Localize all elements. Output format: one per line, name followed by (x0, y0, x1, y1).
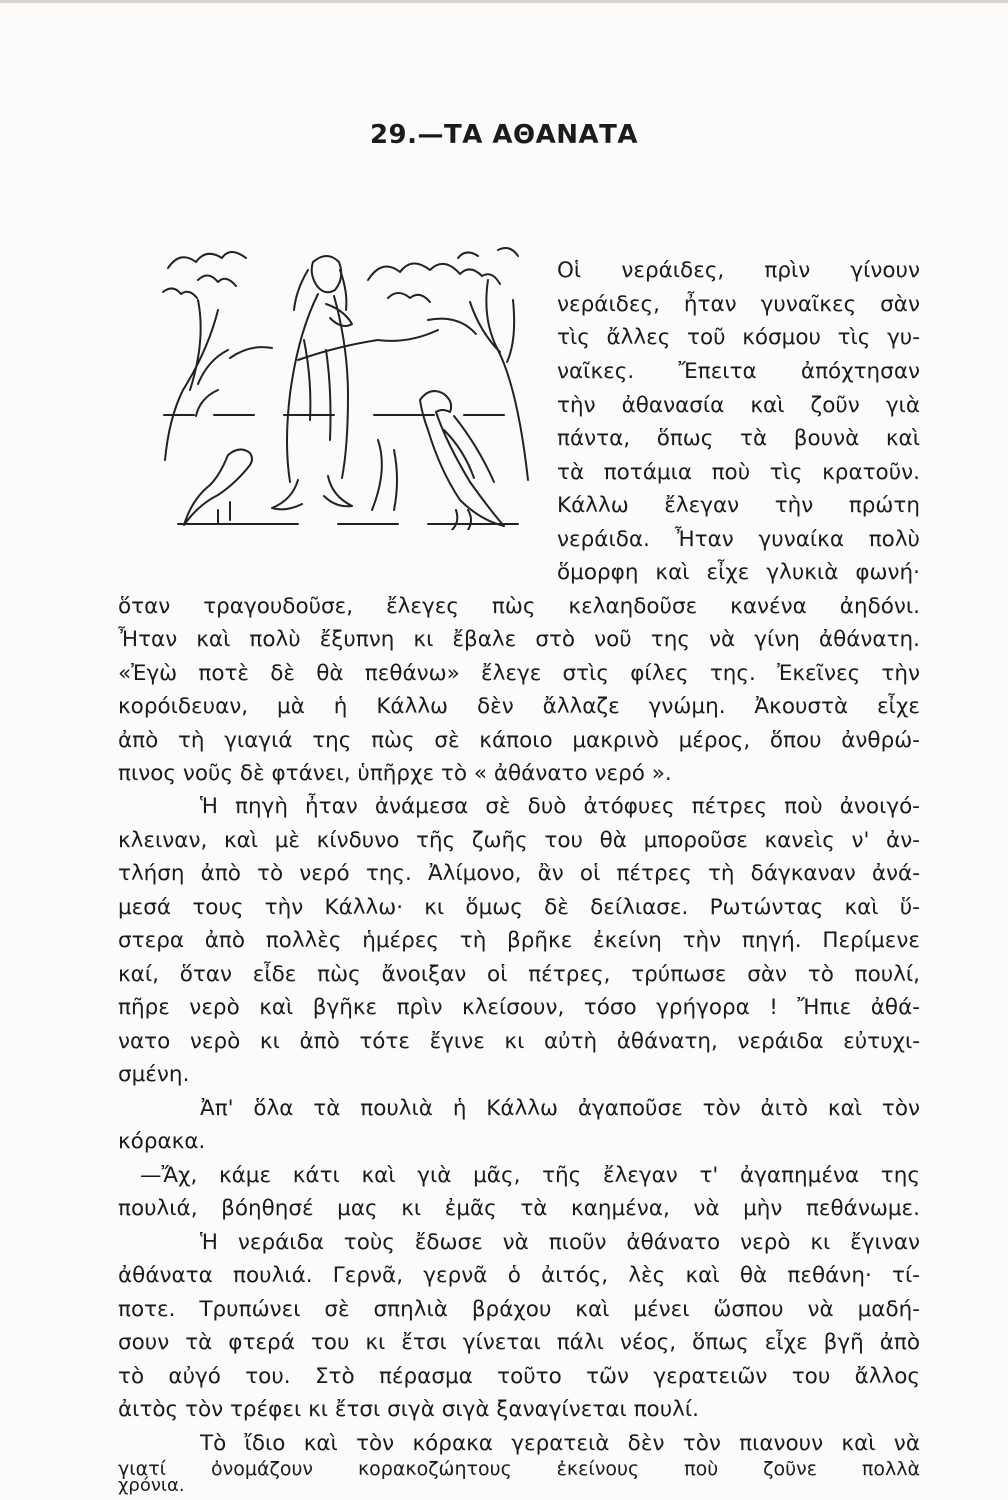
text-line: τὴν ἀθανασία καὶ ζοῦν γιὰ (557, 393, 920, 418)
text-line: τὶς ἄλλες τοῦ κόσμου τὶς γυ- (557, 325, 920, 350)
text-line: σουν τὰ φτερά του κι ἔτσι γίνεται πάλι νέος, ὅπως εἶχε βγῆ ἀπὸ (118, 1330, 920, 1355)
text-line: χρόνια. (118, 1475, 185, 1496)
paragraph-first-line: Ἡ πηγὴ ἦταν ἀνάμεσα σὲ δυὸ ἀτόφυες πέτρες ποὺ ἀνοιγό- (200, 794, 920, 819)
text-line: κόρακα. (118, 1129, 206, 1154)
dialogue-line: —Ἄχ, κάμε κάτι καὶ γιὰ μᾶς, τῆς ἔλεγαν τ' ἀγαπημένα της (140, 1163, 920, 1188)
text-line: νεράιδες, ἦταν γυναῖκες σὰν (557, 292, 920, 317)
text-line: Κάλλω ἔλεγαν τὴν πρώτη (557, 493, 920, 518)
text-line: πινος νοῦς δὲ φτάνει, ὑπῆρχε τὸ « ἀθάνατο νερό ». (118, 761, 672, 786)
text-line: Ἦταν καὶ πολὺ ἔξυπνη κι ἔβαλε στὸ νοῦ της νὰ γίνη ἀθάνατη. (118, 627, 920, 652)
text-line: ἀθάνατα πουλιά. Γερνᾶ, γερνᾶ ὁ ἀιτός, λὲς καὶ θὰ πεθάνη· τί- (118, 1263, 920, 1288)
text-line: πῆρε νερὸ καὶ βγῆκε πρὶν κλείσουν, τόσο γρήγορα ! Ἤπιε ἀθά- (118, 995, 920, 1020)
text-line: ποτε. Τρυπώνει σὲ σπηλιὰ βράχου καὶ μένει ὥσπου νὰ μαδή- (118, 1297, 920, 1322)
text-line: μεσά τους τὴν Κάλλω· κι ὅμως δὲ δείλιασε. Ρωτώντας καὶ ὕ- (118, 895, 920, 920)
text-line: ὅταν τραγουδοῦσε, ἔλεγες πὼς κελαηδοῦσε κανένα ἀηδόνι. (118, 594, 920, 619)
text-line: νατο νερὸ κι ἀπὸ τότε ἔγινε κι αὐτὴ ἀθάνατη, νεράιδα εὐτυχι- (118, 1029, 920, 1054)
text-line: σμένη. (118, 1062, 190, 1087)
paragraph-first-line: Τὸ ἴδιο καὶ τὸν κόρακα γερατειὰ δὲν τὸν πιανουν καὶ νὰ (200, 1431, 920, 1456)
text-line: νεράιδα. Ἦταν γυναίκα πολὺ (557, 527, 920, 552)
page-top-edge (0, 0, 1008, 3)
text-line: κορόιδευαν, μὰ ἡ Κάλλω δὲν ἄλλαζε γνώμη. Ἀκουστὰ εἶχε (118, 694, 920, 719)
paragraph-first-line: Ἡ νεράιδα τοὺς ἔδωσε νὰ πιοῦν ἀθάνατο νερὸ κι ἔγιναν (200, 1230, 920, 1255)
text-line: πουλιά, βόηθησέ μας κι ἐμᾶς τὰ καημένα, νὰ μὴν πεθάνωμε. (118, 1196, 920, 1221)
paragraph-first-line: Ἀπ' ὅλα τὰ πουλιὰ ἡ Κάλλω ἀγαποῦσε τὸν ἀιτὸ καὶ τὸν (200, 1096, 920, 1121)
chapter-title: 29.—ΤΑ ΑΘΑΝΑΤΑ (369, 120, 639, 150)
text-line: στερα ἀπὸ πολλὲς ἡμέρες τὴ βρῆκε ἐκείνη τὴν πηγή. Περίμενε (118, 928, 920, 953)
text-line: τλήση ἀπὸ τὸ νερό της. Ἀλίμονο, ἂν οἱ πέτρες τὴ δάγκαναν ἀνά- (118, 861, 920, 886)
text-line: ἀπὸ τὴ γιαγιά της πὼς σὲ κάποιο μακρινὸ μέρος, ὅπου ἀνθρώ- (118, 728, 920, 753)
text-line: ἀιτὸς τὸν τρέφει κι ἔτσι σιγὰ σιγὰ ξαναγίνεται πουλί. (118, 1397, 699, 1422)
text-line: τὸ αὐγό του. Στὸ πέρασμα τοῦτο τῶν γερατειῶν του ἄλλος (118, 1364, 920, 1389)
text-line: ὅμορφη καὶ εἶχε γλυκιὰ φωνή· (557, 560, 920, 585)
fairy-eagle-crow-illustration (158, 240, 546, 530)
text-line: ναῖκες. Ἔπειτα ἀπόχτησαν (557, 359, 920, 384)
text-line: πάντα, ὅπως τὰ βουνὰ καὶ (557, 426, 920, 451)
text-line: κλειναν, καὶ μὲ κίνδυνο τῆς ζωῆς του θὰ μποροῦσε κανεὶς ν' ἀν- (118, 828, 920, 853)
text-line: τὰ ποτάμια ποὺ τὶς κρατοῦν. (557, 460, 920, 485)
text-line: γιατί ὀνομάζουν κορακοζώητους ἐκείνους ποὺ ζοῦνε πολλὰ (118, 1458, 920, 1480)
text-line: καί, ὅταν εἶδε πὼς ἄνοιξαν οἱ πέτρες, τρύπωσε σὰν τὸ πουλί, (118, 962, 920, 987)
text-line: Οἱ νεράιδες, πρὶν γίνουν (557, 258, 920, 283)
text-line: «Ἐγὼ ποτὲ δὲ θὰ πεθάνω» ἔλεγε στὶς φίλες της. Ἐκεῖνες τὴν (118, 661, 920, 686)
